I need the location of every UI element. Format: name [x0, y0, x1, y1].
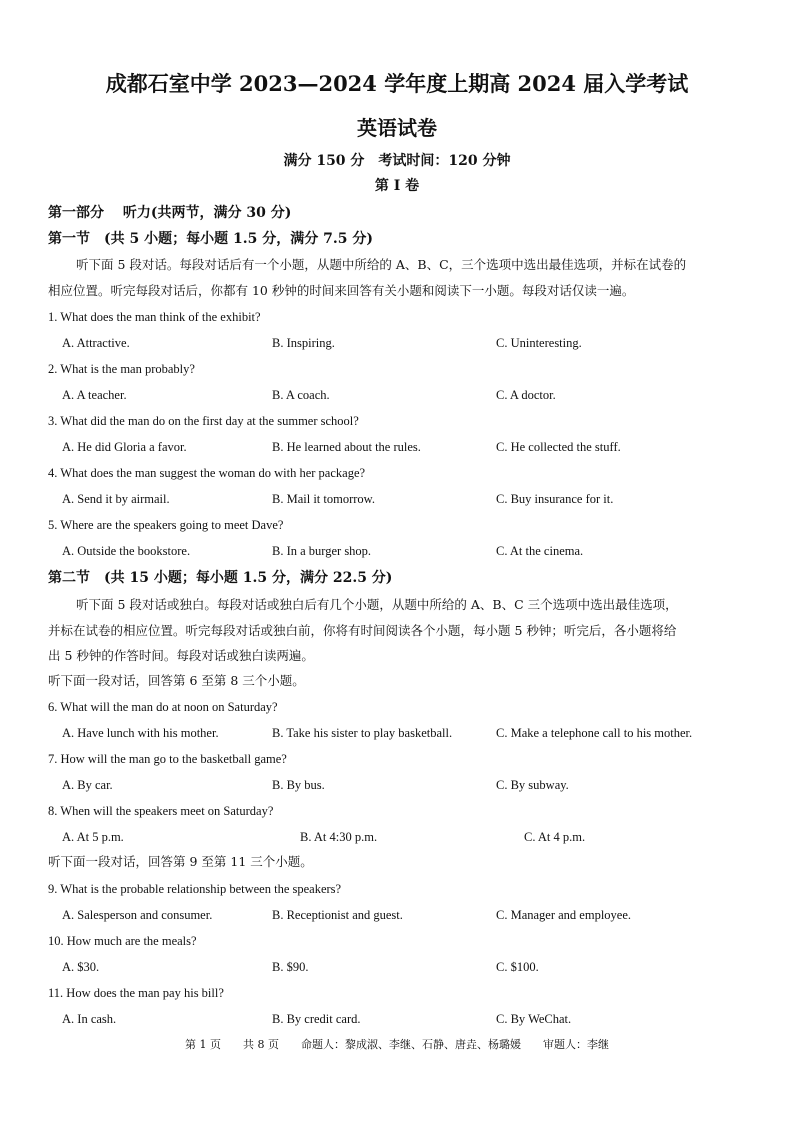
question-1: 1. What does the man think of the exhibit?	[48, 310, 261, 324]
q1-option-b: B. Inspiring.	[272, 336, 335, 350]
page-footer: 第 1 页 共 8 页 命题人：黎成淑、李继、石静、唐垚、杨璐媛 审题人：李继	[185, 1038, 609, 1051]
section1-heading: 第一节 (共 5 小题；每小题 1.5 分，满分 7.5 分)	[48, 231, 373, 247]
section1-instructions-1: 听下面 5 段对话。每段对话后有一个小题，从题中所给的 A、B、C，三个选项中选出最佳选项，并标在试卷的	[76, 257, 687, 272]
q4-option-b: B. Mail it tomorrow.	[272, 492, 376, 506]
q1-option-c: C. Uninteresting.	[496, 336, 582, 350]
q6-option-c: C. Make a telephone call to his mother.	[496, 726, 693, 740]
q3-option-c: C. He collected the stuff.	[496, 440, 621, 454]
question-10: 10. How much are the meals?	[48, 934, 197, 948]
section2-heading: 第二节 (共 15 小题；每小题 1.5 分，满分 22.5 分)	[48, 570, 393, 586]
dialog-9-11-intro: 听下面一段对话，回答第 9 至第 11 三个小题。	[48, 854, 313, 869]
question-11: 11. How does the man pay his bill?	[48, 986, 224, 1000]
q11-option-a: A. In cash.	[62, 1012, 117, 1026]
section2-instructions-1: 听下面 5 段对话或独白。每段对话或独白后有几个小题，从题中所给的 A、B、C 三个选项中选出最佳选项，	[76, 597, 678, 612]
q7-option-a: A. By car.	[62, 778, 113, 792]
section1-instructions-2: 相应位置。听完每段对话后，你都有 10 秒钟的时间来回答有关小题和阅读下一小题。每段对话仅读一遍。	[48, 283, 635, 298]
q5-option-a: A. Outside the bookstore.	[62, 544, 191, 558]
q11-option-b: B. By credit card.	[272, 1012, 361, 1026]
q7-option-c: C. By subway.	[496, 778, 569, 792]
q1-option-a: A. Attractive.	[62, 336, 130, 350]
exam-subject: 英语试卷	[357, 116, 437, 140]
question-4: 4. What does the man suggest the woman do with her package?	[48, 466, 366, 480]
q2-option-b: B. A coach.	[272, 388, 330, 402]
q9-option-a: A. Salesperson and consumer.	[62, 908, 213, 922]
section2-instructions-2: 并标在试卷的相应位置。听完每段对话或独白前，你将有时间阅读各个小题，每小题 5 秒钟；听完后，各小题将给	[48, 623, 677, 638]
q8-option-a: A. At 5 p.m.	[62, 830, 124, 844]
q8-option-c: C. At 4 p.m.	[524, 830, 586, 844]
question-8: 8. When will the speakers meet on Saturday?	[48, 804, 274, 818]
q11-option-c: C. By WeChat.	[496, 1012, 572, 1026]
q3-option-a: A. He did Gloria a favor.	[62, 440, 187, 454]
question-2: 2. What is the man probably?	[48, 362, 195, 376]
volume-label: 第 I 卷	[374, 178, 420, 194]
question-9: 9. What is the probable relationship between the speakers?	[48, 882, 342, 896]
exam-meta: 满分 150 分 考试时间：120 分钟	[283, 153, 511, 169]
q5-option-b: B. In a burger shop.	[272, 544, 372, 558]
q7-option-b: B. By bus.	[272, 778, 325, 792]
q9-option-c: C. Manager and employee.	[496, 908, 632, 922]
q10-option-b: B. $90.	[272, 960, 309, 974]
question-7: 7. How will the man go to the basketball game?	[48, 752, 287, 766]
q10-option-c: C. $100.	[496, 960, 539, 974]
part1-heading: 第一部分 听力(共两节，满分 30 分)	[48, 205, 292, 221]
q5-option-c: C. At the cinema.	[496, 544, 584, 558]
q3-option-b: B. He learned about the rules.	[272, 440, 421, 454]
dialog-6-8-intro: 听下面一段对话，回答第 6 至第 8 三个小题。	[48, 673, 305, 688]
question-6: 6. What will the man do at noon on Saturday?	[48, 700, 278, 714]
q8-option-b: B. At 4:30 p.m.	[300, 830, 378, 844]
exam-title: 成都石室中学 2023—2024 学年度上期高 2024 届入学考试	[105, 71, 689, 96]
q6-option-a: A. Have lunch with his mother.	[62, 726, 219, 740]
q9-option-b: B. Receptionist and guest.	[272, 908, 403, 922]
q2-option-a: A. A teacher.	[62, 388, 127, 402]
q2-option-c: C. A doctor.	[496, 388, 556, 402]
section2-instructions-3: 出 5 秒钟的作答时间。每段对话或独白读两遍。	[48, 648, 314, 663]
q4-option-a: A. Send it by airmail.	[62, 492, 170, 506]
question-5: 5. Where are the speakers going to meet Dave?	[48, 518, 284, 532]
q10-option-a: A. $30.	[62, 960, 100, 974]
q6-option-b: B. Take his sister to play basketball.	[272, 726, 453, 740]
q4-option-c: C. Buy insurance for it.	[496, 492, 614, 506]
question-3: 3. What did the man do on the first day at the summer school?	[48, 414, 359, 428]
